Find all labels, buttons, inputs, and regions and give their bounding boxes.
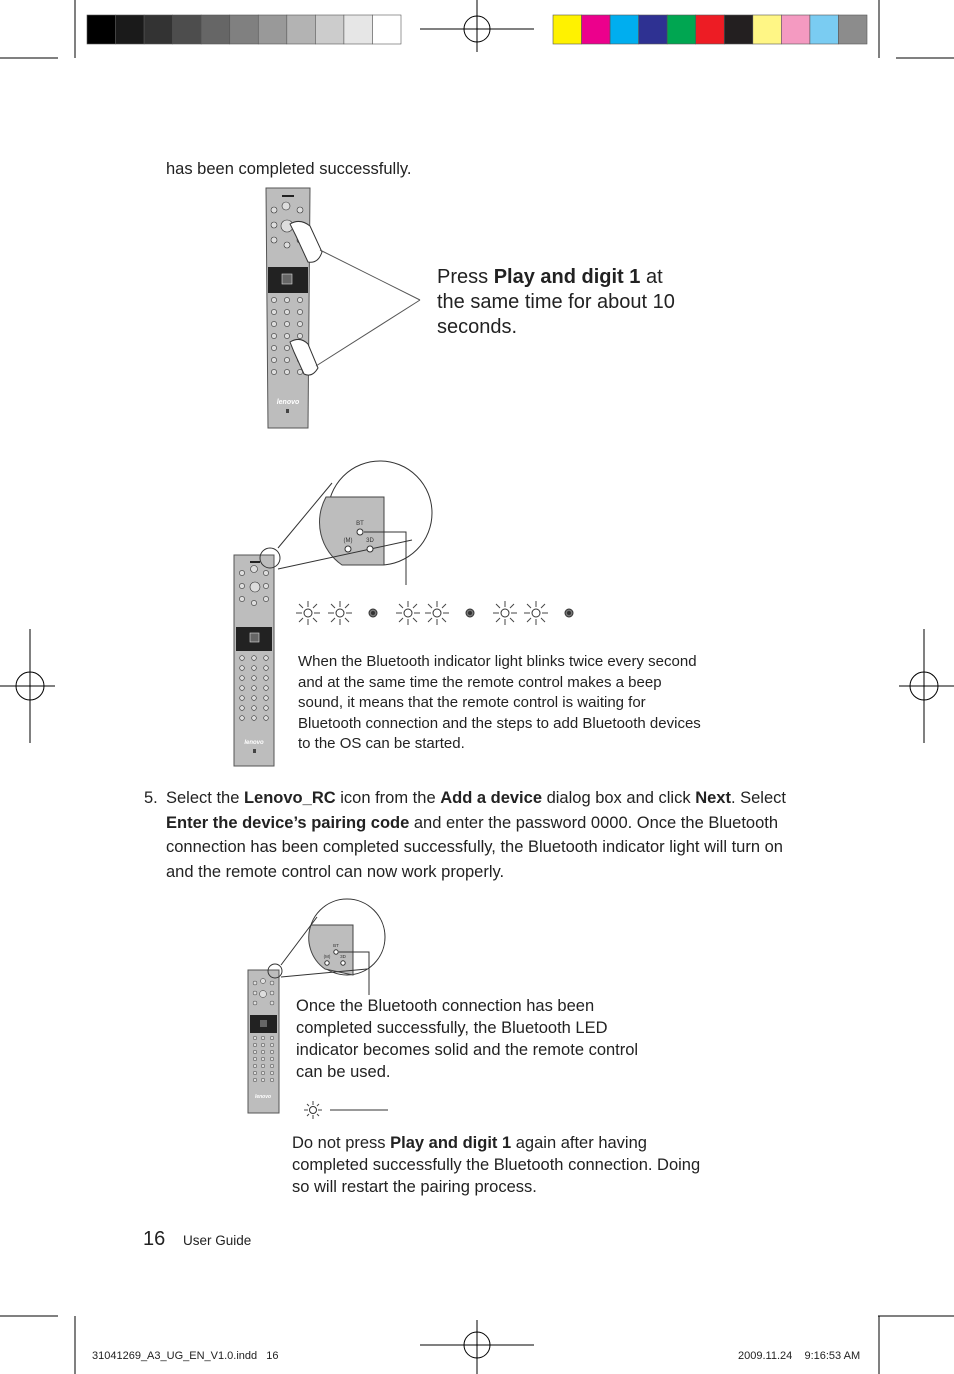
remote-brand-logo: lenovo — [254, 1094, 272, 1100]
guide-label: User Guide — [183, 1233, 252, 1248]
blink-note: When the Bluetooth indicator light blinks twice every second and at the same time the remote control makes a beep sound, it means that the remote control is waiting for Bluetooth connection and the steps to add Bluetooth devices to the OS can be started. — [298, 653, 701, 752]
calibration-swatch — [144, 15, 173, 44]
step-number: 5. — [144, 789, 158, 807]
led-label-m: (M) — [323, 954, 331, 959]
led-label-3d: 3D — [366, 538, 374, 544]
calibration-swatch — [315, 15, 344, 44]
calibration-swatch — [230, 15, 259, 44]
calibration-swatch — [667, 15, 696, 44]
remote-brand-logo: lenovo — [244, 740, 264, 746]
calibration-swatch — [116, 15, 145, 44]
step-5-instruction: Select the Lenovo_RC icon from the Add a device dialog box and click Next. Select Enter the device’s pairing code and enter the password 0000. Once the Bluetooth connection has been completed successfully, the Bluetooth indicator light will turn on and the remote control can now work properly. — [166, 789, 786, 881]
remote-control-illustration — [234, 555, 274, 766]
calibration-swatch — [87, 15, 116, 44]
callout-leader-lines — [316, 250, 420, 366]
calibration-swatch — [610, 15, 639, 44]
grayscale-calibration-bar — [87, 15, 401, 44]
led-blinking-icon — [425, 601, 449, 625]
remote-control-illustration — [248, 970, 279, 1113]
calibration-swatch — [639, 15, 668, 44]
led-label-3d: 3D — [340, 954, 346, 959]
led-off-icon — [369, 609, 377, 617]
registration-mark-right — [899, 629, 954, 743]
led-label-m: (M) — [343, 538, 353, 544]
led-label-bt: BT — [356, 521, 364, 527]
page-number: 16 — [143, 1228, 166, 1250]
led-blinking-icon — [493, 601, 517, 625]
solid-led-note: Once the Bluetooth connection has been completed successfully, the Bluetooth LED indicator becomes solid and the remote control can be used. — [296, 997, 639, 1081]
indd-file-name: 31041269_A3_UG_EN_V1.0.indd 16 — [92, 1350, 279, 1362]
led-blink-sequence — [296, 601, 573, 625]
solid-led-icon — [300, 1098, 400, 1122]
calibration-swatch — [838, 15, 867, 44]
calibration-swatch — [582, 15, 611, 44]
calibration-swatch — [344, 15, 373, 44]
calibration-swatch — [810, 15, 839, 44]
led-blinking-icon — [396, 601, 420, 625]
press-instruction-callout: Press Play and digit 1 at the same time for about 10 seconds. — [437, 266, 675, 338]
calibration-swatch — [696, 15, 725, 44]
calibration-swatch — [173, 15, 202, 44]
magnifier-zoom-circle — [281, 899, 385, 995]
registration-mark-left — [0, 629, 55, 743]
calibration-swatch — [372, 15, 401, 44]
calibration-swatch — [201, 15, 230, 44]
calibration-swatch — [753, 15, 782, 44]
calibration-swatch — [553, 15, 582, 44]
magnifier-zoom-circle — [278, 461, 432, 585]
calibration-swatch — [724, 15, 753, 44]
led-off-icon — [565, 609, 573, 617]
led-off-icon — [466, 609, 474, 617]
calibration-swatch — [258, 15, 287, 44]
led-label-bt: BT — [333, 943, 339, 948]
registration-mark-bottom — [420, 1320, 534, 1374]
warning-note: Do not press Play and digit 1 again after having completed successfully the Bluetooth connection. Doing so will restart the pairing process. — [292, 1134, 701, 1196]
intro-line: has been completed successfully. — [166, 160, 412, 178]
color-calibration-bar — [553, 15, 867, 44]
remote-brand-logo: lenovo — [276, 399, 300, 406]
led-blinking-icon — [524, 601, 548, 625]
led-blinking-icon — [296, 601, 320, 625]
led-blinking-icon — [328, 601, 352, 625]
print-timestamp: 2009.11.24 9:16:53 AM — [738, 1350, 861, 1362]
calibration-swatch — [781, 15, 810, 44]
registration-mark-top — [420, 0, 534, 52]
calibration-swatch — [287, 15, 316, 44]
